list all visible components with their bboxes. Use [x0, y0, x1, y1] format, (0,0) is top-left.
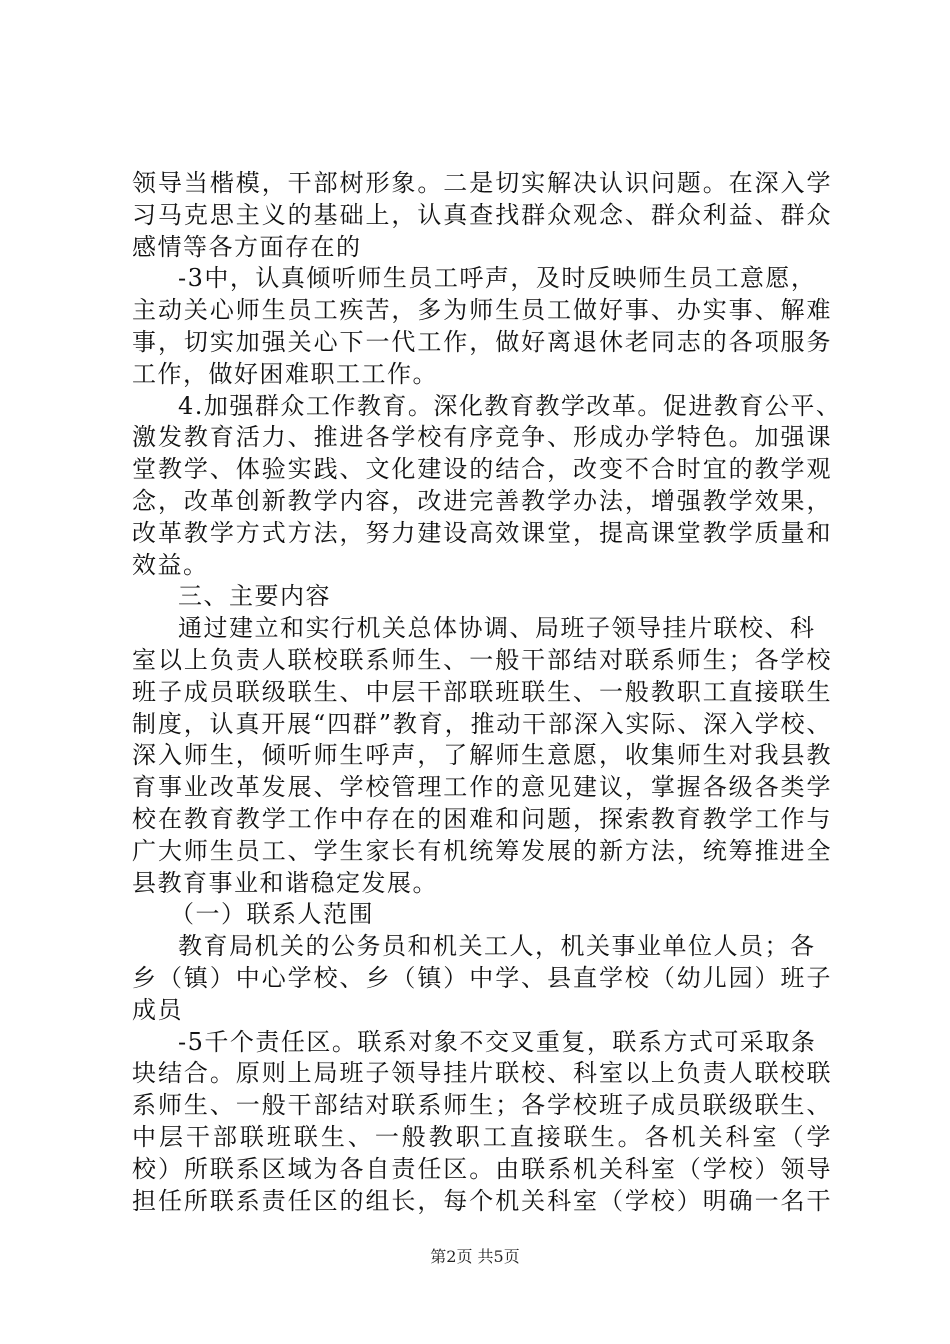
- text-line: 室以上负责人联校联系师生、一般干部结对联系师生；各学校: [132, 645, 832, 674]
- text-line: 工作，做好困难职工工作。: [132, 359, 438, 388]
- text-line: 主动关心师生员工疾苦，多为师生员工做好事、办实事、解难: [132, 296, 832, 325]
- text-line: 教育局机关的公务员和机关工人，机关事业单位人员；各: [178, 932, 816, 961]
- text-line: 广大师生员工、学生家长有机统筹发展的新方法，统筹推进全: [132, 836, 832, 865]
- subsection-heading: （一）联系人范围: [170, 900, 374, 929]
- text-line: 乡（镇）中心学校、乡（镇）中学、县直学校（幼儿园）班子: [132, 963, 832, 992]
- text-line: 制度，认真开展“四群”教育，推动干部深入实际、深入学校、: [132, 709, 832, 738]
- text-line: 成员: [132, 995, 183, 1024]
- text-line: 通过建立和实行机关总体协调、局班子领导挂片联校、科: [178, 614, 816, 643]
- text-line: 系师生、一般干部结对联系师生；各学校班子成员联级联生、: [132, 1091, 832, 1120]
- text-line: 担任所联系责任区的组长，每个机关科室（学校）明确一名干: [132, 1186, 832, 1215]
- text-line: 事，切实加强关心下一代工作，做好离退休老同志的各项服务: [132, 327, 832, 356]
- text-line: 班子成员联级联生、中层干部联班联生、一般教职工直接联生: [132, 677, 832, 706]
- text-line: 4.加强群众工作教育。深化教育教学改革。促进教育公平、: [178, 391, 842, 420]
- page-number-footer: 第2页 共5页: [430, 1247, 520, 1266]
- text-line: 改革教学方式方法，努力建设高效课堂，提高课堂教学质量和: [132, 518, 832, 547]
- text-line: 中层干部联班联生、一般教职工直接联生。各机关科室（学: [132, 1122, 832, 1151]
- text-line: 校在教育教学工作中存在的困难和问题，探索教育教学工作与: [132, 804, 832, 833]
- document-body: [132, 168, 842, 1217]
- text-line: -5千个责任区。联系对象不交叉重复，联系方式可采取条: [178, 1027, 817, 1056]
- text-line: 习马克思主义的基础上，认真查找群众观念、群众利益、群众: [132, 200, 832, 229]
- section-heading: 三、主要内容: [178, 582, 331, 611]
- text-line: 感情等各方面存在的: [132, 232, 362, 261]
- text-line: 深入师生，倾听师生呼声，了解师生意愿，收集师生对我县教: [132, 741, 832, 770]
- text-line: 效益。: [132, 550, 209, 579]
- text-line: 激发教育活力、推进各学校有序竞争、形成办学特色。加强课: [132, 423, 832, 452]
- text-line: 育事业改革发展、学校管理工作的意见建议，掌握各级各类学: [132, 773, 832, 802]
- text-line: 县教育事业和谐稳定发展。: [132, 868, 438, 897]
- text-line: 校）所联系区域为各自责任区。由联系机关科室（学校）领导: [132, 1154, 832, 1183]
- text-line: 块结合。原则上局班子领导挂片联校、科室以上负责人联校联: [132, 1059, 832, 1088]
- text-line: 领导当楷模，干部树形象。二是切实解决认识问题。在深入学: [132, 169, 832, 197]
- text-line: -3中，认真倾听师生员工呼声，及时反映师生员工意愿，: [178, 264, 817, 293]
- text-line: 念，改革创新教学内容，改进完善教学办法，增强教学效果，: [132, 486, 832, 515]
- text-line: 堂教学、体验实践、文化建设的结合，改变不合时宜的教学观: [132, 455, 832, 484]
